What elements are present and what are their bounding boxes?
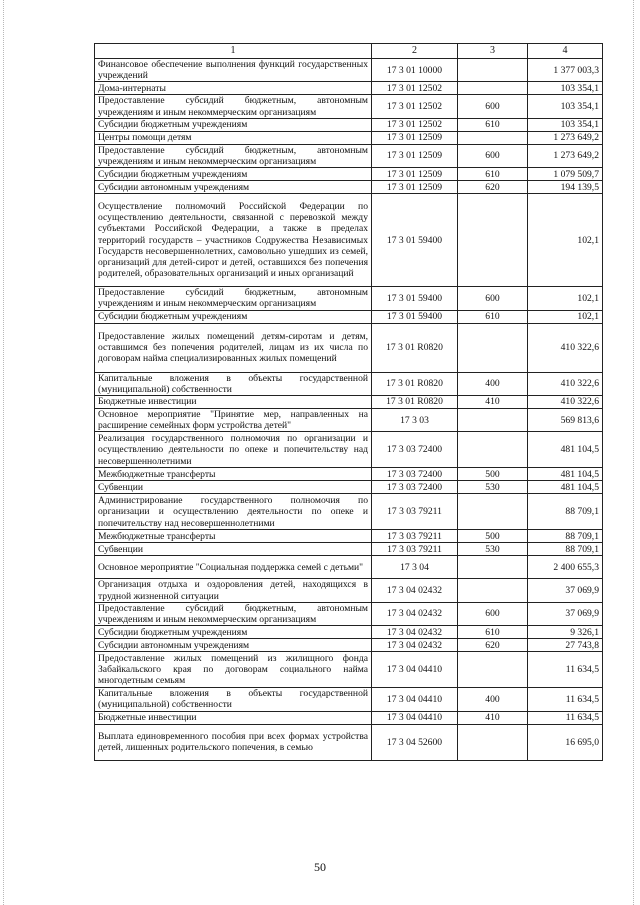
row-type: 530: [458, 543, 528, 556]
row-name: Субвенции: [95, 481, 372, 494]
row-amount: 410 322,6: [528, 396, 603, 409]
row-type: 600: [458, 95, 528, 118]
row-amount: 1 079 509,7: [528, 168, 603, 181]
row-type: 610: [458, 118, 528, 131]
row-amount: 16 695,0: [528, 724, 603, 760]
row-code: 17 3 03 72400: [372, 432, 458, 468]
row-name: Капитальные вложения в объекты государственной (муниципальной) собственности: [95, 372, 372, 395]
row-code: 17 3 01 10000: [372, 59, 458, 82]
row-name: Выплата единовременного пособия при всех формах устройства детей, лишенных родительского попечения, в семью: [95, 724, 372, 760]
row-name: Субсидии бюджетным учреждениям: [95, 168, 372, 181]
row-name: Бюджетные инвестиции: [95, 396, 372, 409]
table-row: [95, 168, 603, 181]
row-name: Предоставление субсидий бюджетным, автономным учреждениям и иным некоммерческим организациям: [95, 287, 372, 310]
row-name: Центры помощи детям: [95, 131, 372, 144]
row-amount: 11 634,5: [528, 711, 603, 724]
table-row: [95, 409, 603, 432]
row-code: 17 3 04 02432: [372, 626, 458, 639]
row-type: 530: [458, 481, 528, 494]
row-code: 17 3 04 02432: [372, 639, 458, 652]
row-name: Предоставление жилых помещений детям-сиротам и детям, оставшимся без попечения родителей, лицам из их числа по договорам найма специализированных жилых помещений: [95, 323, 372, 372]
row-name: Субсидии автономным учреждениям: [95, 181, 372, 194]
row-amount: 481 104,5: [528, 468, 603, 481]
table-row: [95, 144, 603, 167]
row-amount: 103 354,1: [528, 82, 603, 95]
row-type: 600: [458, 287, 528, 310]
row-type: 500: [458, 468, 528, 481]
row-name: Осуществление полномочий Российской Федерации по осуществлению деятельности, связанной с перевозкой между субъектами Российской Федерации, а также в пределах территорий государств – участников Содружества Независимых Государств несовершеннолетних, самовольно ушедших из семей, организаций для детей-сирот и детей, оставшихся без попечения родителей, образовательных организаций и иных организаций: [95, 194, 372, 287]
table-row: [95, 82, 603, 95]
row-code: 17 3 01 12509: [372, 181, 458, 194]
table-header-row: [95, 44, 603, 59]
row-amount: 2 400 655,3: [528, 556, 603, 579]
table-row: [95, 481, 603, 494]
row-type: 610: [458, 168, 528, 181]
row-name: Организация отдыха и оздоровления детей, находящихся в трудной жизненной ситуации: [95, 579, 372, 602]
header-col-4: 4: [528, 44, 603, 59]
table-row: [95, 530, 603, 543]
row-amount: 102,1: [528, 310, 603, 323]
row-amount: 9 326,1: [528, 626, 603, 639]
row-amount: 27 743,8: [528, 639, 603, 652]
header-col-1: 1: [95, 44, 372, 59]
row-type: [458, 432, 528, 468]
scan-edge-right: [633, 0, 634, 905]
row-code: 17 3 04: [372, 556, 458, 579]
table-row: [95, 543, 603, 556]
row-name: Субсидии бюджетным учреждениям: [95, 626, 372, 639]
row-name: Предоставление субсидий бюджетным, автономным учреждениям и иным некоммерческим организациям: [95, 602, 372, 625]
row-type: 620: [458, 639, 528, 652]
row-amount: 103 354,1: [528, 95, 603, 118]
row-name: Межбюджетные трансферты: [95, 468, 372, 481]
row-code: 17 3 03 79211: [372, 543, 458, 556]
table-row: [95, 131, 603, 144]
row-amount: 410 322,6: [528, 323, 603, 372]
row-code: 17 3 03 72400: [372, 468, 458, 481]
table-row: [95, 688, 603, 711]
row-amount: 102,1: [528, 194, 603, 287]
row-code: 17 3 03 79211: [372, 494, 458, 530]
table-row: [95, 310, 603, 323]
header-col-2: 2: [372, 44, 458, 59]
row-code: 17 3 03 79211: [372, 530, 458, 543]
row-name: Субсидии автономным учреждениям: [95, 639, 372, 652]
header-col-3: 3: [458, 44, 528, 59]
row-amount: 37 069,9: [528, 579, 603, 602]
row-code: 17 3 03: [372, 409, 458, 432]
table-row: [95, 323, 603, 372]
row-name: Дома-интернаты: [95, 82, 372, 95]
row-amount: 11 634,5: [528, 652, 603, 688]
row-type: [458, 59, 528, 82]
table-row: [95, 724, 603, 760]
row-name: Основное мероприятие "Принятие мер, направленных на расширение семейных форм устройства детей": [95, 409, 372, 432]
row-code: 17 3 03 72400: [372, 481, 458, 494]
row-amount: 569 813,6: [528, 409, 603, 432]
row-code: 17 3 01 12502: [372, 95, 458, 118]
row-code: 17 3 04 02432: [372, 602, 458, 625]
table-row: [95, 372, 603, 395]
row-code: 17 3 01 12509: [372, 144, 458, 167]
row-code: 17 3 04 04410: [372, 652, 458, 688]
row-name: Бюджетные инвестиции: [95, 711, 372, 724]
table-row: [95, 95, 603, 118]
table-row: [95, 287, 603, 310]
row-name: Основное мероприятие "Социальная поддержка семей с детьми": [95, 556, 372, 579]
row-amount: 103 354,1: [528, 118, 603, 131]
row-type: 610: [458, 626, 528, 639]
row-code: 17 3 04 52600: [372, 724, 458, 760]
table-row: [95, 639, 603, 652]
row-amount: 88 709,1: [528, 494, 603, 530]
row-name: Капитальные вложения в объекты государственной (муниципальной) собственности: [95, 688, 372, 711]
table-row: [95, 556, 603, 579]
row-amount: 410 322,6: [528, 372, 603, 395]
row-type: 400: [458, 688, 528, 711]
row-type: [458, 82, 528, 95]
row-name: Предоставление субсидий бюджетным, автономным учреждениям и иным некоммерческим организациям: [95, 144, 372, 167]
row-name: Субвенции: [95, 543, 372, 556]
table-row: [95, 194, 603, 287]
table-row: [95, 59, 603, 82]
row-code: 17 3 04 04410: [372, 711, 458, 724]
row-amount: 1 273 649,2: [528, 131, 603, 144]
row-name: Финансовое обеспечение выполнения функций государственных учреждений: [95, 59, 372, 82]
row-name: Предоставление жилых помещений из жилищного фонда Забайкальского края по договорам социального найма многодетным семьям: [95, 652, 372, 688]
row-amount: 1 273 649,2: [528, 144, 603, 167]
row-type: 600: [458, 144, 528, 167]
row-name: Субсидии бюджетным учреждениям: [95, 118, 372, 131]
row-name: Межбюджетные трансферты: [95, 530, 372, 543]
table-row: [95, 711, 603, 724]
table-row: [95, 432, 603, 468]
table-row: [95, 494, 603, 530]
table-row: [95, 396, 603, 409]
row-type: 610: [458, 310, 528, 323]
row-code: 17 3 01 59400: [372, 310, 458, 323]
table-row: [95, 626, 603, 639]
row-amount: 481 104,5: [528, 432, 603, 468]
budget-table: [94, 43, 603, 761]
row-code: 17 3 01 59400: [372, 287, 458, 310]
budget-table-container: [94, 43, 602, 761]
row-amount: 88 709,1: [528, 543, 603, 556]
table-row: [95, 579, 603, 602]
page-number: 50: [314, 860, 326, 874]
row-type: [458, 131, 528, 144]
row-type: 620: [458, 181, 528, 194]
row-code: 17 3 01 R0820: [372, 372, 458, 395]
row-code: 17 3 01 R0820: [372, 396, 458, 409]
row-code: 17 3 01 12502: [372, 82, 458, 95]
row-code: 17 3 01 12509: [372, 131, 458, 144]
row-type: 500: [458, 530, 528, 543]
row-code: 17 3 04 02432: [372, 579, 458, 602]
row-type: 400: [458, 372, 528, 395]
row-amount: 88 709,1: [528, 530, 603, 543]
row-amount: 102,1: [528, 287, 603, 310]
row-amount: 194 139,5: [528, 181, 603, 194]
row-type: [458, 194, 528, 287]
row-type: [458, 556, 528, 579]
row-type: 600: [458, 602, 528, 625]
row-code: 17 3 01 R0820: [372, 323, 458, 372]
row-amount: 1 377 003,3: [528, 59, 603, 82]
scan-edge-left: [3, 0, 4, 905]
table-row: [95, 468, 603, 481]
row-code: 17 3 01 12509: [372, 168, 458, 181]
row-type: [458, 409, 528, 432]
row-type: [458, 652, 528, 688]
row-type: [458, 724, 528, 760]
row-type: 410: [458, 711, 528, 724]
row-name: Предоставление субсидий бюджетным, автономным учреждениям и иным некоммерческим организациям: [95, 95, 372, 118]
table-row: [95, 181, 603, 194]
row-name: Реализация государственного полномочия по организации и осуществлению деятельности по опеке и попечительству над несовершеннолетними: [95, 432, 372, 468]
row-name: Субсидии бюджетным учреждениям: [95, 310, 372, 323]
row-code: 17 3 01 12502: [372, 118, 458, 131]
row-type: 410: [458, 396, 528, 409]
table-row: [95, 118, 603, 131]
row-code: 17 3 01 59400: [372, 194, 458, 287]
table-row: [95, 652, 603, 688]
row-type: [458, 579, 528, 602]
row-amount: 481 104,5: [528, 481, 603, 494]
row-code: 17 3 04 04410: [372, 688, 458, 711]
row-name: Администрирование государственного полномочия по организации и осуществлению деятельности по опеке и попечительству над несовершеннолетними: [95, 494, 372, 530]
table-row: [95, 602, 603, 625]
row-type: [458, 323, 528, 372]
row-amount: 37 069,9: [528, 602, 603, 625]
row-type: [458, 494, 528, 530]
row-amount: 11 634,5: [528, 688, 603, 711]
